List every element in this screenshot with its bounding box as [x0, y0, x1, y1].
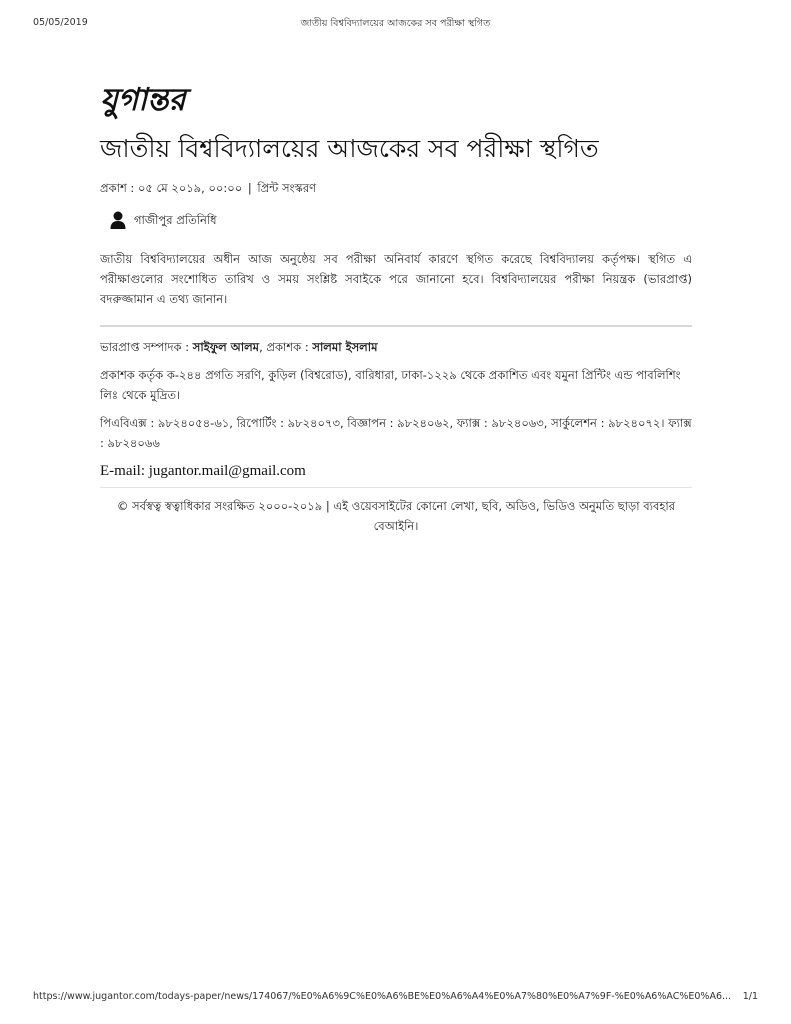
publisher-name: সালমা ইসলাম [312, 340, 378, 354]
article-body: জাতীয় বিশ্ববিদ্যালয়ের অধীন আজ অনুষ্ঠেয় সব পরীক্ষা অনিবার্য কারণে স্থগিত করেছে বিশ্ববিদ্যালয় কর্তৃপক্ষ। স্থগিত এ পরীক্ষাগুলোর সংশোধিত তারিখ ও সময় সংশ্লিষ্ট সবাইকে পরে জানানো হবে। বিশ্ববিদ্যালয়ের পরীক্ষা নিয়ন্ত্রক (ভারপ্রাপ্ত) বদরুজ্জামান এ তথ্য জানান। [100, 252, 692, 306]
author-byline [110, 211, 692, 229]
contact-email[interactable]: E-mail: jugantor.mail@gmail.com [100, 463, 306, 479]
meta-separator: | [247, 181, 252, 195]
editor-label: ভারপ্রাপ্ত সম্পাদক : [100, 340, 193, 354]
print-date: 05/05/2019 [33, 17, 88, 28]
editor-line [100, 337, 692, 357]
publisher-label: , প্রকাশক : [259, 340, 313, 354]
edition-label: প্রিন্ট সংস্করণ [257, 181, 317, 195]
publisher-address: প্রকাশক কর্তৃক ক-২৪৪ প্রগতি সরণি, কুড়িল (বিশ্বরোড), বারিধারা, ঢাকা-১২২৯ থেকে প্রকাশিত এবং যমুনা প্রিন্টিং এন্ড পাবলিশিং লিঃ থেকে মুদ্রিত। [100, 368, 681, 402]
editor-name: সাইফুল আলম [192, 340, 260, 354]
print-header [33, 17, 758, 33]
author-name: গাজীপুর প্রতিনিধি [134, 213, 217, 227]
page-counter: 1/1 [742, 991, 758, 1002]
article-meta [100, 180, 692, 196]
print-footer [33, 991, 758, 1007]
jugantor-logo[interactable] [100, 80, 692, 120]
print-url: https://www.jugantor.com/todays-paper/news/174067/%E0%A6%9C%E0%A6%BE%E0%A6%A4%E0%A7%80%E0%A7%9F-%E0%A6%AC%E0%A6... [33, 991, 732, 1002]
footer-divider [100, 487, 692, 488]
published-date: প্রকাশ : ০৫ মে ২০১৯, ০০:০০ [100, 181, 243, 195]
print-doc-title: জাতীয় বিশ্ববিদ্যালয়ের আজকের সব পরীক্ষা স্থগিত [300, 18, 491, 29]
content-divider [100, 325, 692, 327]
contact-phones: পিএবিএক্স : ৯৮২৪০৫৪-৬১, রিপোর্টিং : ৯৮২৪০৭৩, বিজ্ঞাপন : ৯৮২৪০৬২, ফ্যাক্স : ৯৮২৪০৬৩, সার্কুলেশন : ৯৮২৪০৭২। ফ্যাক্স : ৯৮২৪০৬৬ [100, 416, 692, 450]
jugantor-logo-mark [100, 80, 280, 120]
user-icon [110, 211, 126, 229]
copyright-notice: © সর্বস্বত্ব স্বত্বাধিকার সংরক্ষিত ২০০০-২০১৯ | এই ওয়েবসাইটের কোনো লেখা, ছবি, অডিও, ভিডিও অনুমতি ছাড়া ব্যবহার বেআইনি। [116, 499, 676, 533]
svg-text:যুগান্তর: যুগান্তর [100, 82, 186, 118]
article-headline: জাতীয় বিশ্ববিদ্যালয়ের আজকের সব পরীক্ষা স্থগিত [100, 134, 599, 163]
article-content [100, 80, 692, 536]
